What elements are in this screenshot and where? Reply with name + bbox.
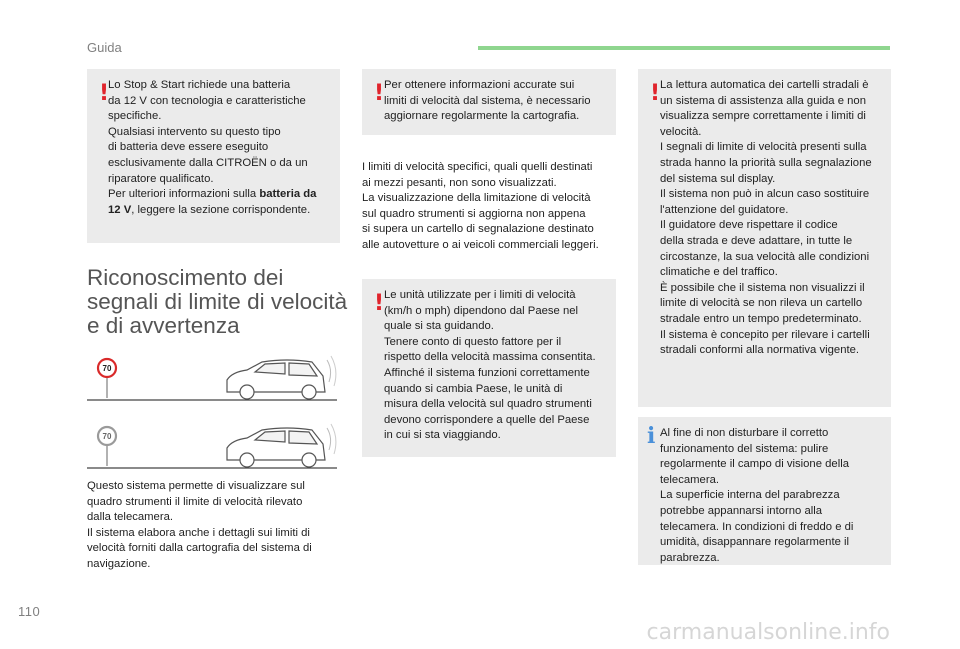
text-line: Lo Stop & Start richiede una batteria [108,79,291,91]
car-icon [227,428,325,467]
info-icon: i [647,423,656,449]
exclamation-icon: ! [374,291,385,316]
svg-text:70: 70 [102,432,112,441]
exclamation-icon: ! [650,81,661,106]
section-header-label: Guida [87,40,122,55]
header-accent-bar [478,46,890,50]
text-line: riparatore qualificato. [108,172,214,185]
warning-box-cartography: ! Per ottenere informazioni accurate sui limiti di velocità dal sistema, è necessario aggiornare regolarmente la cartografia. [362,69,616,135]
section-title: Riconoscimento dei segnali di limite di velocità e di avvertenza [87,265,348,338]
page-number: 110 [18,604,41,619]
speed-sign-illustration-top [87,352,337,404]
warning-box-automatic-reading: ! La lettura automatica dei cartelli stradali è un sistema di assistenza alla guida e non visualizza sempre correttamente i limiti di velocità. I segnali di limite di velocità presenti sulla strada hanno la priorità sulla segnalazione del sistema sul display. Il sistema non può in alcun caso sostituire l'attenzione del guidatore. Il guidatore deve rispettare il codice della strada e deve adattare, in tutte le circostanze, la sua velocità alle condizioni climatiche e del traffico. È possibile che il sistema non visualizzi il limite di velocità se non rileva un cartello stradale entro un tempo predeterminato. Il sistema è concepito per rilevare i cartelli stradali conformi alla normativa vigente. [638,69,891,407]
text-line: specifiche. [108,110,162,123]
system-description: Questo sistema permette di visualizzare sul quadro strumenti il limite di velocità rilevato dalla telecamera. Il sistema elabora anche i dettagli sui limiti di velocità forniti dalla cartografia del sistema di navigazione. [87,480,312,570]
text-line: esclusivamente dalla CITROËN o da un [108,156,308,169]
text-line: da 12 V con tecnologia e caratteristiche [108,94,306,107]
text-line: Per ulteriori informazioni sulla batteria da [108,188,317,201]
speed-sign-illustration-bottom [87,420,337,472]
exclamation-icon: ! [99,81,110,106]
text-line: di batteria deve essere eseguito [108,141,269,154]
text-line: Qualsiasi intervento su questo tipo [108,125,281,138]
specific-limits-text: I limiti di velocità specifici, quali quelli destinati ai mezzi pesanti, non sono visualizzati. La visualizzazione della limitazione di velocità sul quadro strumenti si aggiorna non appena si supera un cartello di segnalazione destinato alle autovetture o ai veicoli commerciali leggeri. [362,161,599,251]
warning-box-units: ! Le unità utilizzate per i limiti di velocità (km/h o mph) dipendono dal Paese nel quale si sta guidando. Tenere conto di questo fattore per il rispetto della velocità massima consentita. Affinché il sistema funzioni correttamente quando si cambia Paese, le unità di misura della velocità sul quadro strumenti devono corrispondere a quelle del Paese in cui si sta viaggiando. [362,279,616,457]
exclamation-icon: ! [374,81,385,106]
text-line: 12 V, leggere la sezione corrispondente. [108,203,311,216]
watermark: carmanualsonline.info [646,620,890,645]
svg-text:70: 70 [102,364,112,373]
car-icon [227,360,325,399]
info-box-camera: i Al fine di non disturbare il corretto funzionamento del sistema: pulire regolarmente il campo di visione della telecamera. La superficie interna del parabrezza potrebbe appannarsi intorno alla telecamera. In condizioni di freddo e di umidità, disappannare regolarmente il parabrezza. [638,417,891,565]
warning-box-battery [87,69,340,243]
